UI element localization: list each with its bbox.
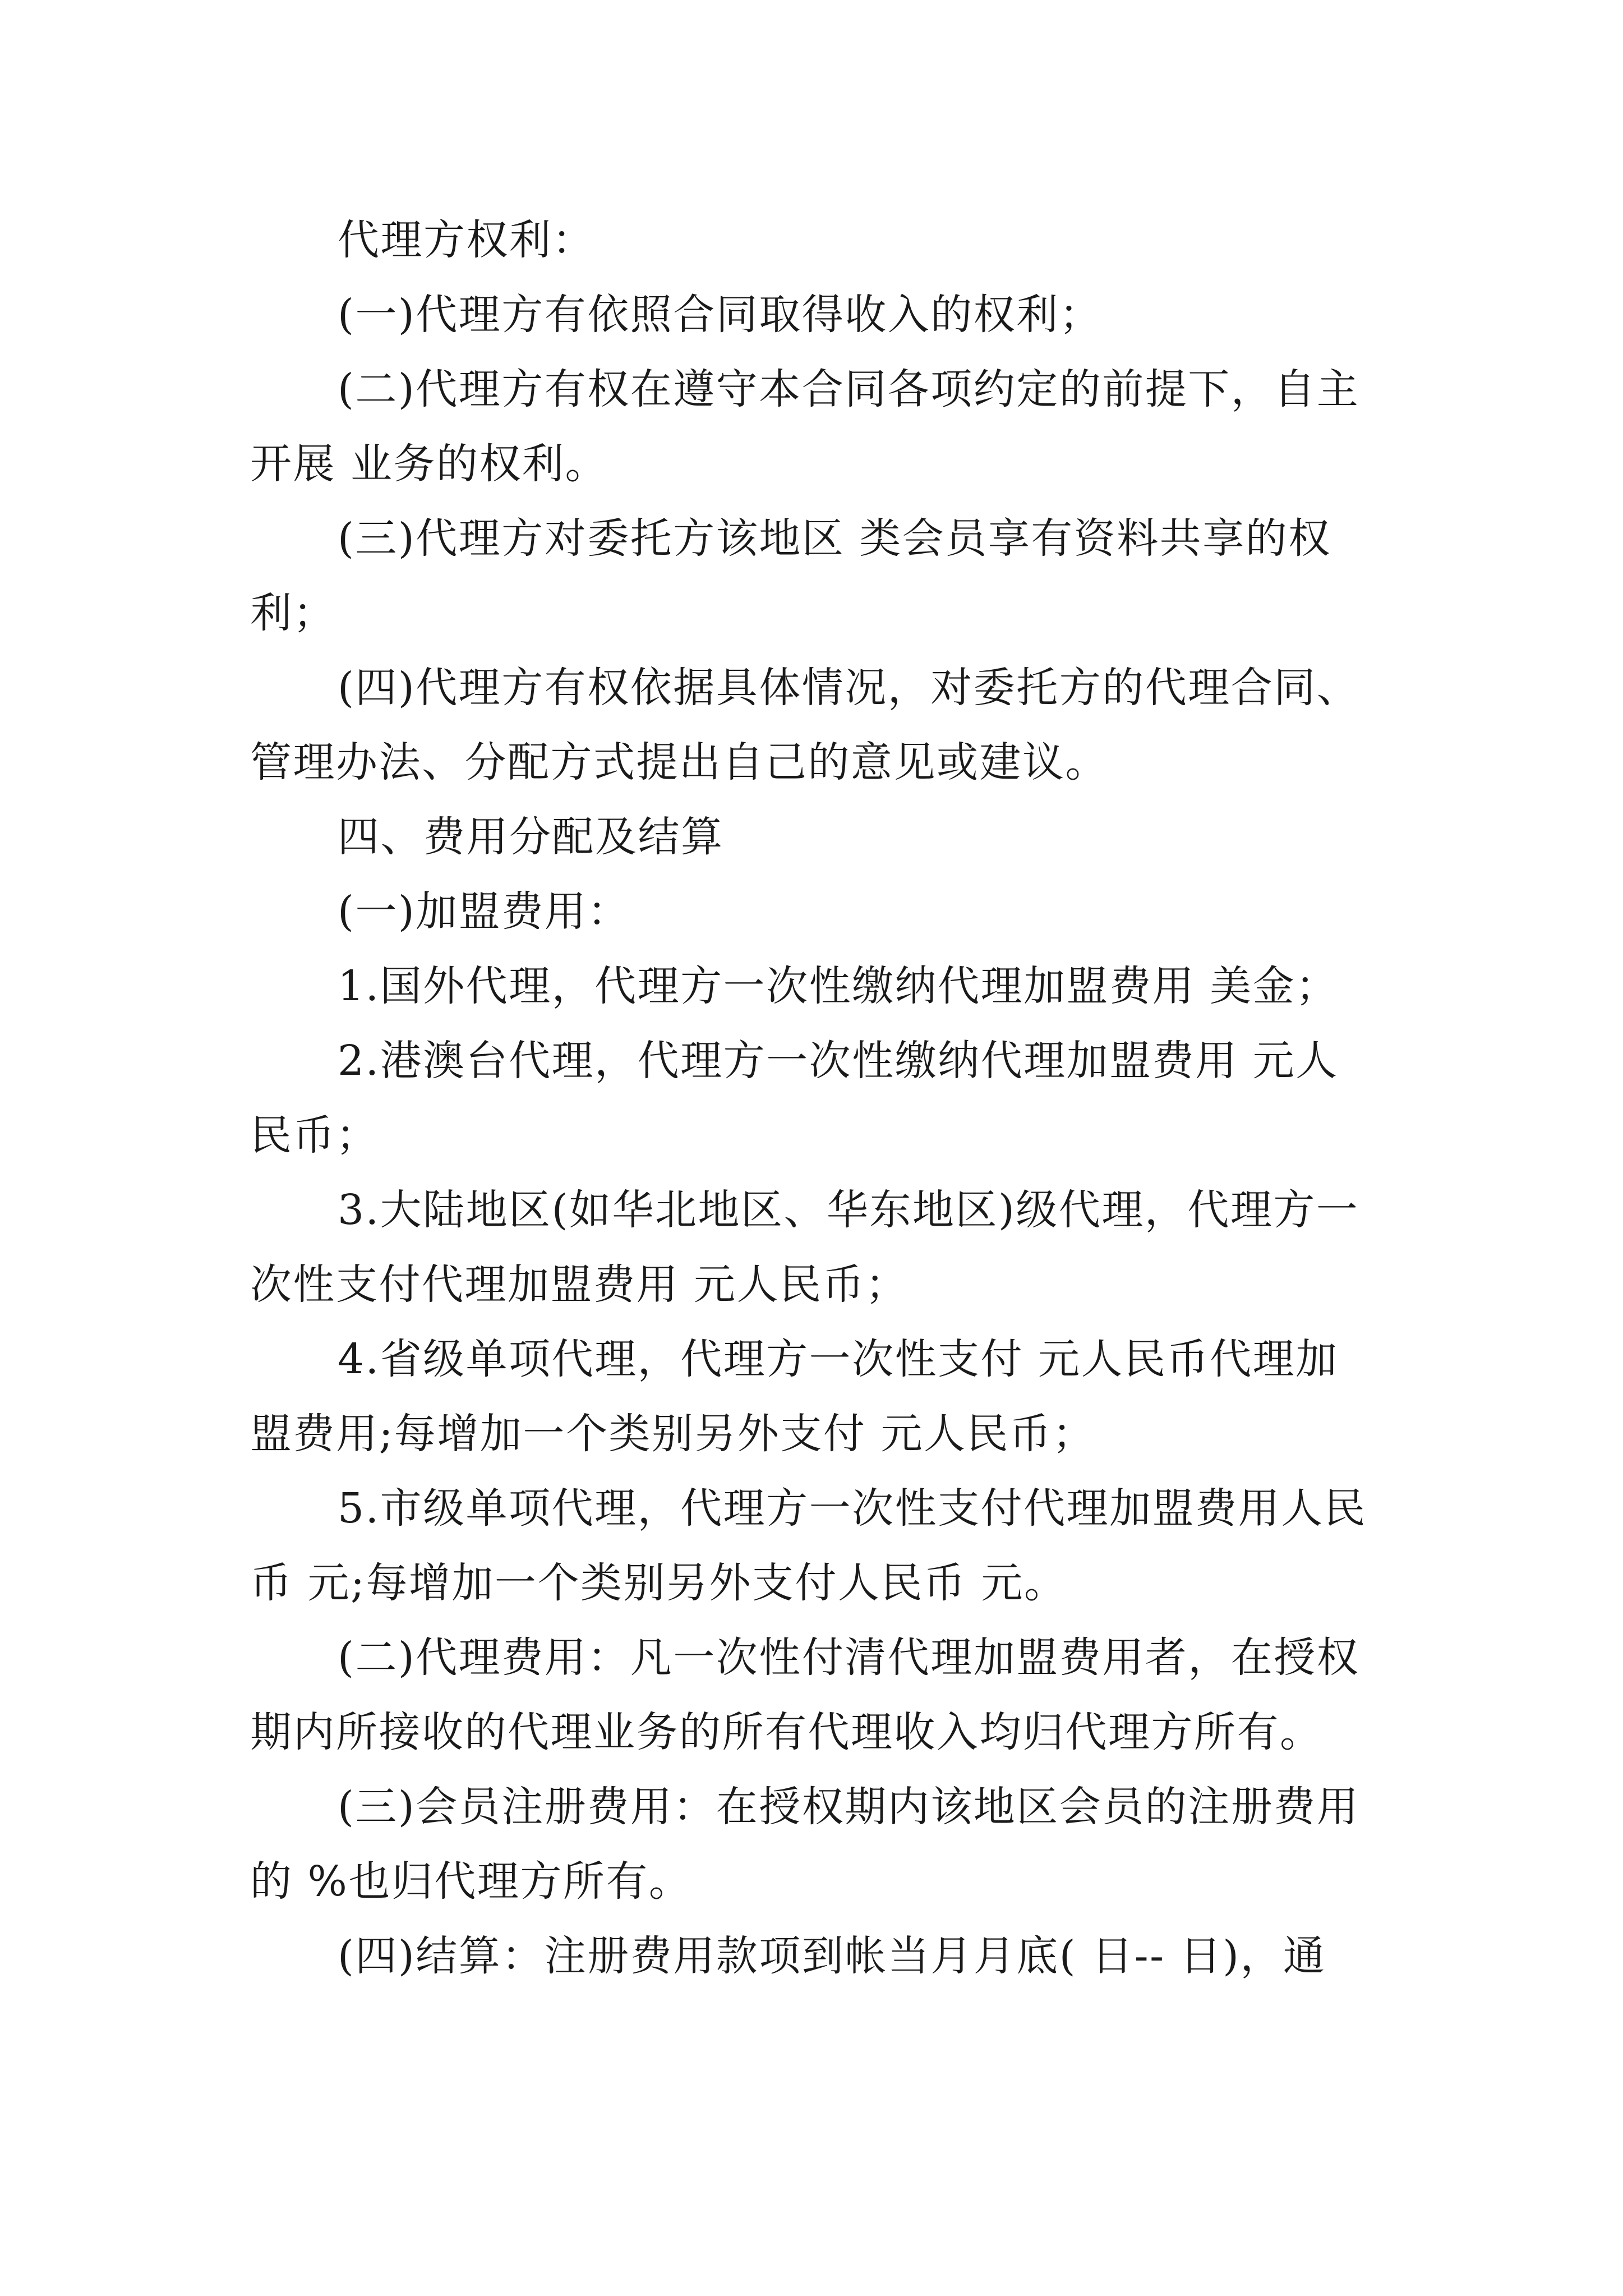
- paragraph-line: (四)代理方有权依据具体情况，对委托方的代理合同、: [338, 664, 1360, 712]
- paragraph-line: 1.国外代理，代理方一次性缴纳代理加盟费用 美金；: [338, 962, 1339, 1010]
- section-heading: 四、费用分配及结算: [338, 813, 724, 861]
- paragraph-line: 期内所接收的代理业务的所有代理收入均归代理方所有。: [250, 1708, 1323, 1756]
- paragraph-line: (三)会员注册费用：在授权期内该地区会员的注册费用: [338, 1783, 1360, 1831]
- paragraph-line: 利；: [250, 589, 336, 637]
- paragraph-line: (四)结算：注册费用款项到帐当月月底( 日-- 日)，通: [338, 1932, 1326, 1980]
- paragraph-line: 币 元;每增加一个类别另外支付人民币 元。: [250, 1559, 1067, 1607]
- paragraph-line: (二)代理费用：凡一次性付清代理加盟费用者，在授权: [338, 1634, 1360, 1682]
- paragraph-line: 4.省级单项代理，代理方一次性支付 元人民币代理加: [338, 1335, 1339, 1383]
- paragraph-line: 民币；: [250, 1111, 379, 1159]
- paragraph-line: 2.港澳台代理，代理方一次性缴纳代理加盟费用 元人: [338, 1037, 1339, 1085]
- paragraph-line: 次性支付代理加盟费用 元人民币；: [250, 1260, 909, 1309]
- paragraph-line: (一)加盟费用：: [338, 887, 630, 936]
- paragraph-line: (三)代理方对委托方该地区 类会员享有资料共享的权: [338, 514, 1331, 563]
- paragraph-line: 盟费用;每增加一个类别另外支付 元人民币；: [250, 1410, 1095, 1458]
- paragraph-line: (二)代理方有权在遵守本合同各项约定的前提下，自主: [338, 365, 1360, 413]
- paragraph-line: 管理办法、分配方式提出自己的意见或建议。: [250, 738, 1108, 786]
- paragraph-line: 代理方权利：: [338, 216, 595, 264]
- paragraph-line: 3.大陆地区(如华北地区、华东地区)级代理，代理方一: [338, 1186, 1359, 1234]
- paragraph-line: 开展 业务的权利。: [250, 440, 608, 488]
- paragraph-line: 5.市级单项代理，代理方一次性支付代理加盟费用人民: [338, 1484, 1367, 1533]
- paragraph-line: (一)代理方有依照合同取得收入的权利；: [338, 291, 1103, 339]
- paragraph-line: 的 %也归代理方所有。: [250, 1857, 692, 1906]
